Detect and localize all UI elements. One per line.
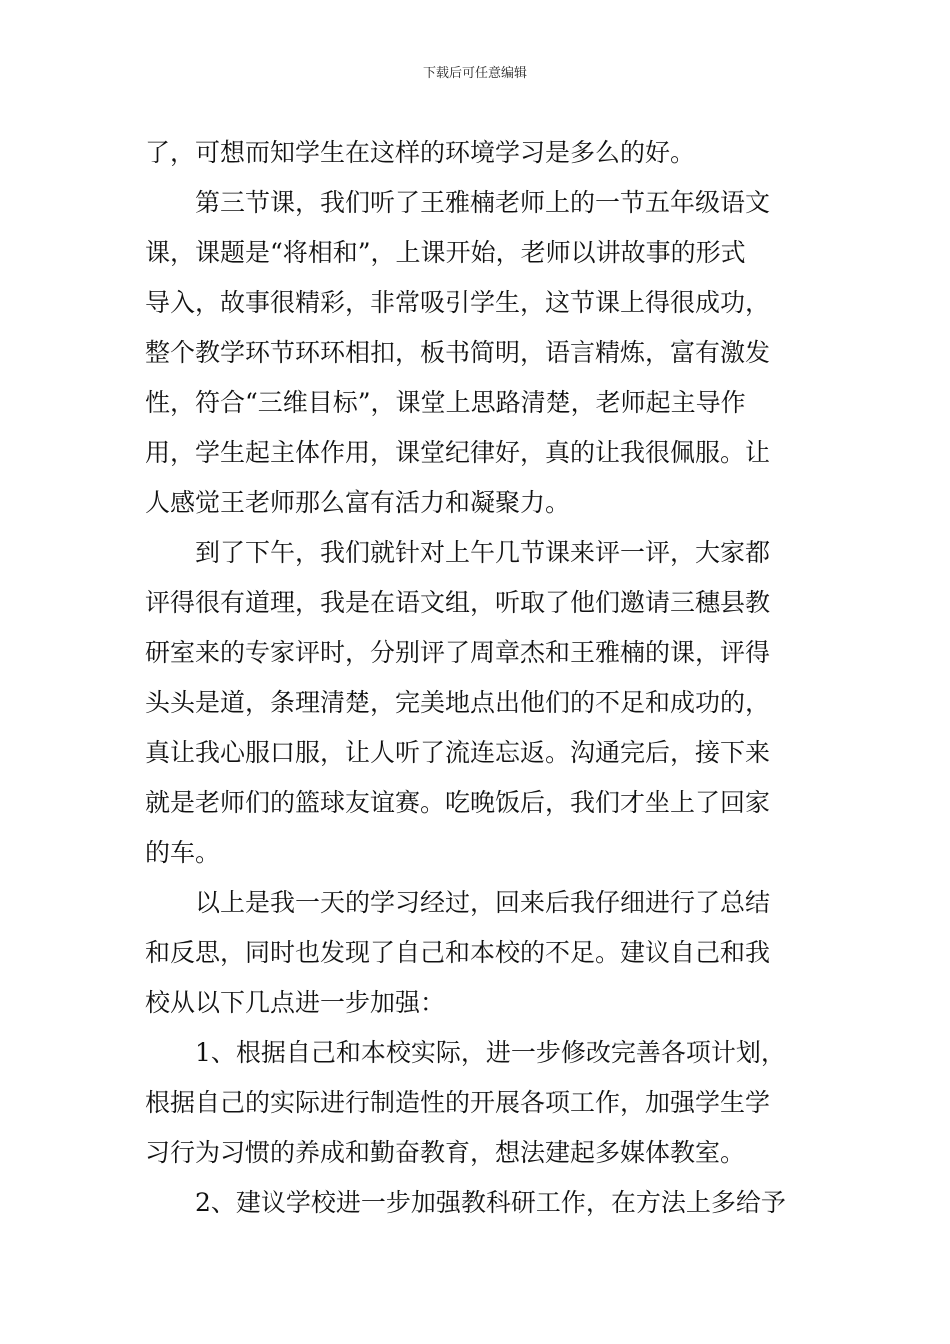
page-header: 下载后可任意编辑 — [422, 66, 527, 81]
text-line: 真让我心服口服，让人听了流连忘返。沟通完后，接下来 — [145, 738, 771, 767]
text-line: 了，可想而知学生在这样的环境学习是多么的好。 — [145, 138, 696, 167]
text-line: 以上是我一天的学习经过，回来后我仔细进行了总结 — [195, 888, 771, 917]
text-line: 和反思，同时也发现了自己和本校的不足。建议自己和我 — [145, 938, 771, 967]
text-line: 整个教学环节环环相扣，板书简明，语言精炼，富有激发 — [145, 338, 771, 367]
text-line: 评得很有道理，我是在语文组，听取了他们邀请三穗县教 — [145, 588, 771, 617]
text-line: 到了下午，我们就针对上午几节课来评一评，大家都 — [195, 538, 771, 567]
document-body — [145, 128, 815, 1228]
text-line: 校从以下几点进一步加强： — [145, 988, 446, 1017]
text-line: 性，符合“三维目标”，课堂上思路清楚，老师起主导作 — [145, 388, 746, 417]
text-line: 研室来的专家评时，分别评了周章杰和王雅楠的课，评得 — [145, 638, 771, 667]
text-line: 头头是道，条理清楚，完美地点出他们的不足和成功的， — [145, 688, 771, 717]
text-line: 2、建议学校进一步加强教科研工作，在方法上多给予 — [195, 1188, 786, 1217]
text-line: 习行为习惯的养成和勤奋教育，想法建起多媒体教室。 — [145, 1138, 746, 1167]
text-line: 第三节课，我们听了王雅楠老师上的一节五年级语文 — [195, 188, 771, 217]
text-line: 根据自己的实际进行制造性的开展各项工作，加强学生学 — [145, 1088, 771, 1117]
text-line: 用，学生起主体作用，课堂纪律好，真的让我很佩服。让 — [145, 438, 771, 467]
text-line: 就是老师们的篮球友谊赛。吃晚饭后，我们才坐上了回家 — [145, 788, 771, 817]
text-line: 的车。 — [145, 838, 221, 867]
text-line: 课，课题是“将相和”，上课开始，老师以讲故事的形式 — [145, 238, 746, 267]
text-line: 导入，故事很精彩，非常吸引学生，这节课上得很成功， — [145, 288, 771, 317]
text-line: 1、根据自己和本校实际，进一步修改完善各项计划， — [195, 1038, 786, 1067]
text-line: 人感觉王老师那么富有活力和凝聚力。 — [145, 488, 571, 517]
